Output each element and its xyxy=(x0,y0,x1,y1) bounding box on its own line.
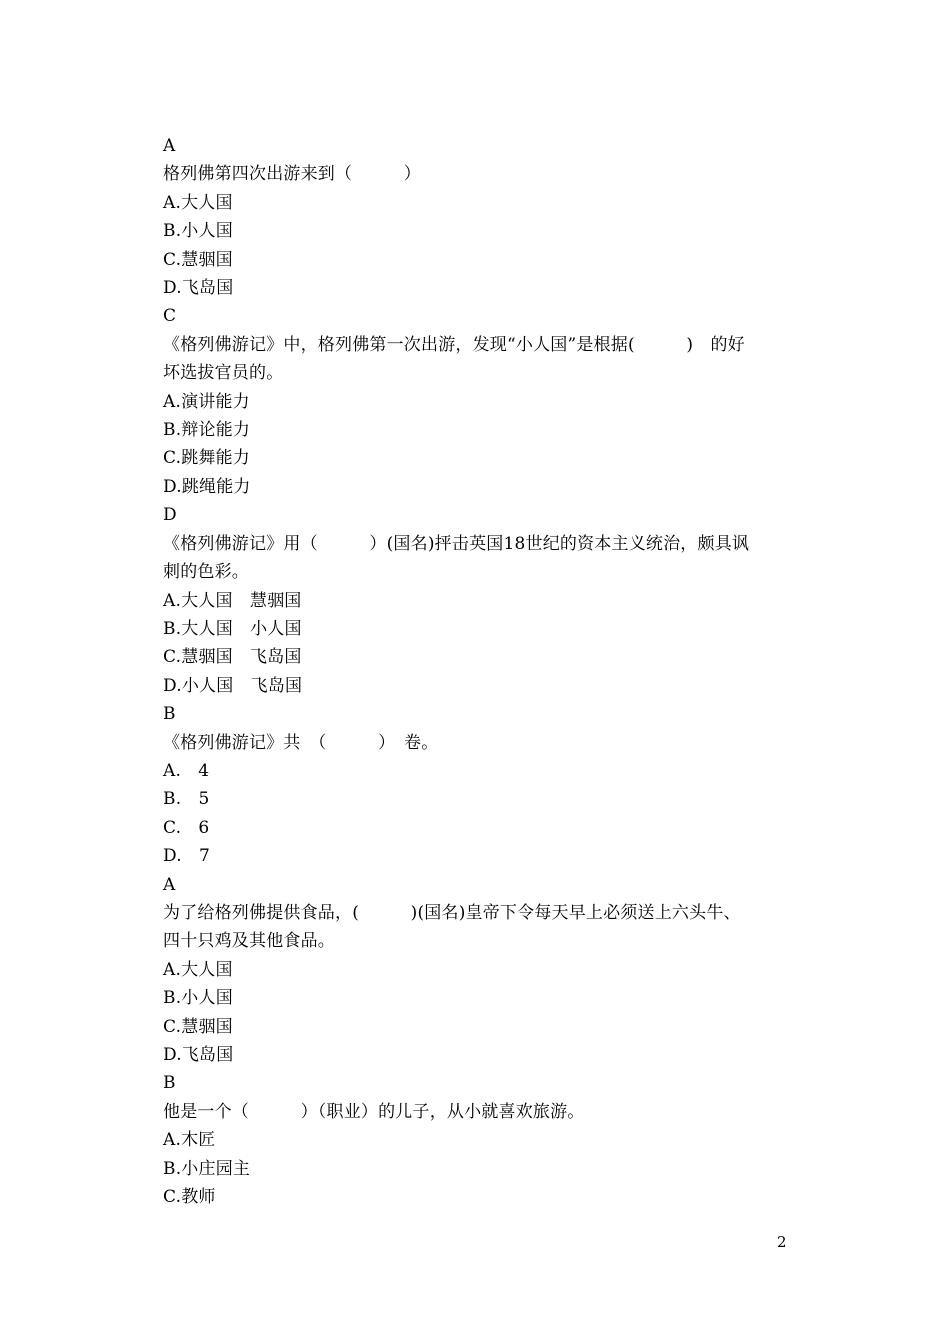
text-line: 刺的色彩。 xyxy=(163,562,249,583)
text-line: B.小庄园主 xyxy=(163,1158,251,1179)
text-line: A.演讲能力 xyxy=(163,391,250,412)
text-line: 为了给格列佛提供食品，( )(国名)皇帝下令每天早上必须送上六头牛、 xyxy=(163,902,741,923)
text-line: A. 4 xyxy=(163,760,210,781)
text-line: A.大人国 慧骃国 xyxy=(163,590,302,611)
text-line: 《格列佛游记》用（ ）(国名)抨击英国18世纪的资本主义统治，颇具讽 xyxy=(163,533,750,554)
text-line: A xyxy=(163,136,176,156)
text-line: A.木匠 xyxy=(163,1130,216,1151)
text-line: C.慧骃国 xyxy=(163,1016,233,1037)
text-line: D.飞岛国 xyxy=(163,1045,234,1065)
text-line: C xyxy=(163,306,177,327)
text-line: B xyxy=(163,704,176,725)
text-line: A.大人国 xyxy=(163,192,233,213)
text-line: 《格列佛游记》中，格列佛第一次出游，发现“小人国”是根据( ) 的好 xyxy=(163,334,745,355)
page-number: 2 xyxy=(777,1233,787,1251)
text-line: 坏选拔官员的。 xyxy=(163,363,284,384)
text-line: C. 6 xyxy=(163,817,210,838)
text-line: 四十只鸡及其他食品。 xyxy=(163,931,335,952)
text-line: B.辩论能力 xyxy=(163,420,251,441)
text-line: B.小人国 xyxy=(163,221,233,242)
text-line: C.慧骃国 飞岛国 xyxy=(163,647,302,668)
text-line: C.跳舞能力 xyxy=(163,448,251,469)
text-line: D. 7 xyxy=(163,846,211,867)
text-line: D xyxy=(163,505,177,526)
text-line: 《格列佛游记》共 （ ） 卷。 xyxy=(163,732,439,753)
text-line: D.小人国 飞岛国 xyxy=(163,675,303,696)
text-line: C.教师 xyxy=(163,1187,216,1208)
page-content xyxy=(163,132,793,1211)
text-line: B.小人国 xyxy=(163,988,233,1009)
text-line: C.慧骃国 xyxy=(163,249,233,270)
text-line: A.大人国 xyxy=(163,959,233,980)
text-line: A xyxy=(163,874,176,895)
text-line: B.大人国 小人国 xyxy=(163,618,302,639)
text-line: 格列佛第四次出游来到（ ） xyxy=(163,164,421,185)
text-line: B xyxy=(163,1073,176,1094)
text-line: D.飞岛国 xyxy=(163,278,234,299)
text-line: B. 5 xyxy=(163,789,210,810)
text-line: D.跳绳能力 xyxy=(163,476,251,497)
text-line: 他是一个（ ）（职业）的儿子，从小就喜欢旅游。 xyxy=(163,1101,585,1122)
